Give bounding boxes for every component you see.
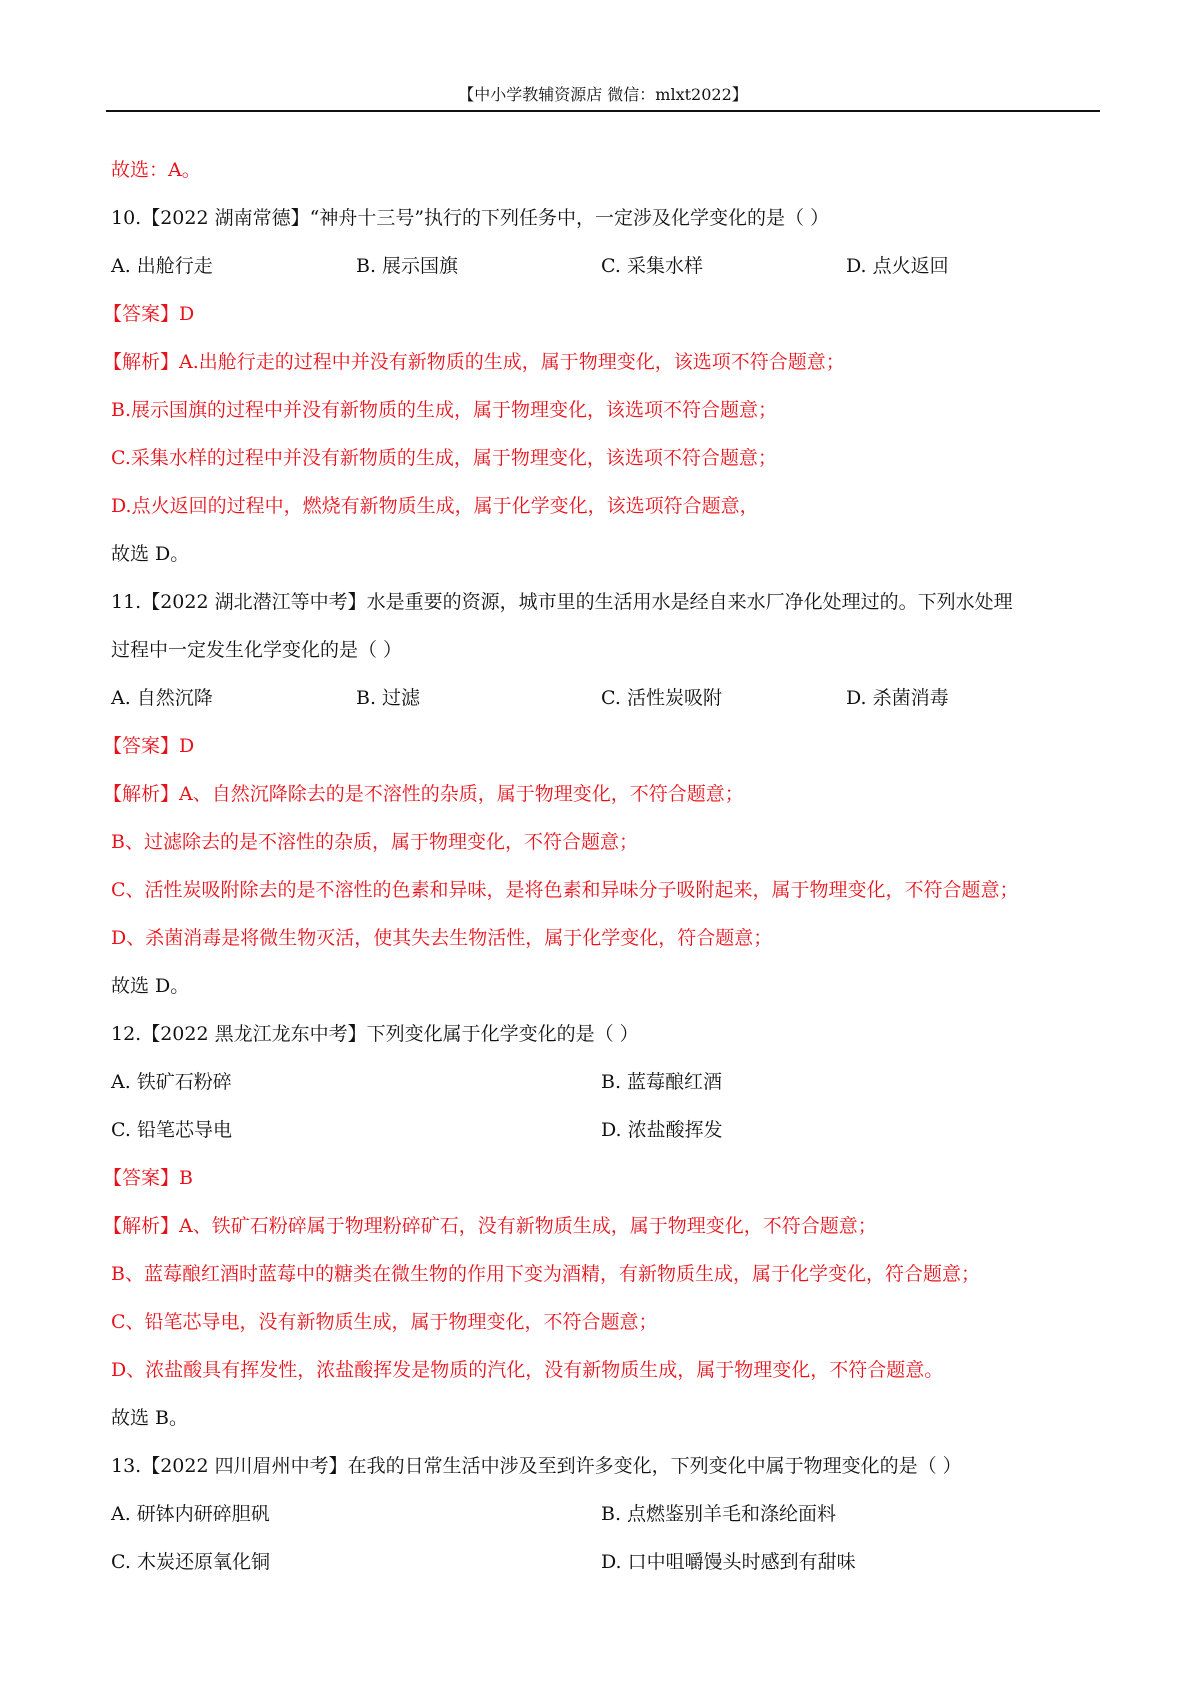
q12-answer: 【答案】B: [103, 1167, 193, 1189]
header-rule: [106, 110, 1100, 112]
top-conclusion: 故选：A。: [111, 159, 201, 181]
q11-conclusion: 故选 D。: [111, 975, 190, 997]
q13-option-d: D. 口中咀嚼馒头时感到有甜味: [601, 1551, 856, 1573]
q13-option-c: C. 木炭还原氧化铜: [111, 1551, 270, 1573]
page-header: 【中小学教辅资源店 微信：mlxt2022】: [458, 85, 748, 104]
q11-analysis-2: B、过滤除去的是不溶性的杂质，属于物理变化，不符合题意；: [111, 831, 638, 853]
q11-analysis-3: C、活性炭吸附除去的是不溶性的色素和异味，是将色素和异味分子吸附起来，属于物理变化，不符合题意；: [111, 879, 1019, 901]
q11-options: [111, 678, 1101, 726]
document-body: [103, 150, 1101, 1590]
q12-option-a: A. 铁矿石粉碎: [111, 1071, 232, 1093]
q11-analysis-4: D、杀菌消毒是将微生物灭活，使其失去生物活性，属于化学变化，符合题意；: [111, 927, 773, 949]
q10-analysis-2: B.展示国旗的过程中并没有新物质的生成，属于物理变化，该选项不符合题意；: [111, 399, 778, 421]
q13-options-row1: [111, 1494, 1101, 1542]
q10-option-c: C. 采集水样: [601, 255, 703, 277]
q10-analysis-1: 【解析】A.出舱行走的过程中并没有新物质的生成，属于物理变化，该选项不符合题意；: [103, 351, 845, 373]
q10-options: [111, 246, 1101, 294]
q12-option-c: C. 铅笔芯导电: [111, 1119, 232, 1141]
q11-option-a: A. 自然沉降: [111, 687, 213, 709]
q13-stem: 13.【2022 四川眉州中考】在我的日常生活中涉及至到许多变化，下列变化中属于物理变化的是（ ）: [111, 1455, 962, 1477]
q12-options-row2: [111, 1110, 1101, 1158]
q12-option-d: D. 浓盐酸挥发: [601, 1119, 723, 1141]
q11-option-c: C. 活性炭吸附: [601, 687, 722, 709]
q10-answer: 【答案】D: [103, 303, 195, 325]
q12-analysis-3: C、铅笔芯导电，没有新物质生成，属于物理变化，不符合题意；: [111, 1311, 658, 1333]
q12-analysis-1: 【解析】A、铁矿石粉碎属于物理粉碎矿石，没有新物质生成，属于物理变化，不符合题意；: [103, 1215, 877, 1237]
q10-option-b: B. 展示国旗: [356, 255, 459, 277]
q12-stem: 12.【2022 黑龙江龙东中考】下列变化属于化学变化的是（ ）: [111, 1023, 639, 1045]
q11-option-b: B. 过滤: [356, 687, 421, 709]
q10-analysis-4: D.点火返回的过程中，燃烧有新物质生成，属于化学变化，该选项符合题意，: [111, 495, 759, 517]
q11-stem-line1: 11.【2022 湖北潜江等中考】水是重要的资源，城市里的生活用水是经自来水厂净化处理过的。下列水处理: [111, 591, 1013, 613]
q11-stem-line2: 过程中一定发生化学变化的是（ ）: [111, 639, 403, 661]
q11-answer: 【答案】D: [103, 735, 195, 757]
q12-conclusion: 故选 B。: [111, 1407, 189, 1429]
q13-option-b: B. 点燃鉴别羊毛和涤纶面料: [601, 1503, 837, 1525]
q10-option-d: D. 点火返回: [846, 255, 949, 277]
q12-options-row1: [111, 1062, 1101, 1110]
q13-option-a: A. 研钵内研碎胆矾: [111, 1503, 270, 1525]
q10-option-a: A. 出舱行走: [111, 255, 213, 277]
q11-analysis-1: 【解析】A、自然沉降除去的是不溶性的杂质，属于物理变化，不符合题意；: [103, 783, 744, 805]
q10-analysis-3: C.采集水样的过程中并没有新物质的生成，属于物理变化，该选项不符合题意；: [111, 447, 777, 469]
q12-option-b: B. 蓝莓酿红酒: [601, 1071, 723, 1093]
q12-analysis-4: D、浓盐酸具有挥发性，浓盐酸挥发是物质的汽化，没有新物质生成，属于物理变化，不符合题意。: [111, 1359, 944, 1381]
q10-stem: 10.【2022 湖南常德】“神舟十三号”执行的下列任务中，一定涉及化学变化的是（ ）: [111, 207, 830, 229]
q10-conclusion: 故选 D。: [111, 543, 190, 565]
q12-analysis-2: B、蓝莓酿红酒时蓝莓中的糖类在微生物的作用下变为酒精，有新物质生成，属于化学变化，符合题意；: [111, 1263, 980, 1285]
q11-option-d: D. 杀菌消毒: [846, 687, 949, 709]
q13-options-row2: [111, 1542, 1101, 1590]
